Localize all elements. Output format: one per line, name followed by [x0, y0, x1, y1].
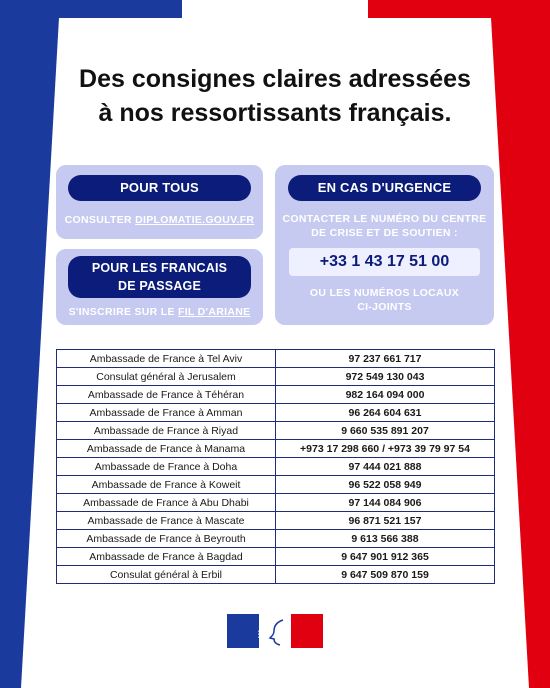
page-title [40, 62, 510, 130]
local-line-1: OU LES NUMÉROS LOCAUX [309, 287, 460, 299]
pill-line-2: DE PASSAGE [117, 279, 202, 293]
embassy-name-cell: Ambassade de France à Téhéran [57, 386, 276, 404]
embassy-name-cell: Ambassade de France à Koweit [57, 476, 276, 494]
embassy-phone-cell[interactable]: 96 871 521 157 [276, 512, 495, 530]
embassy-name-cell: Ambassade de France à Tel Aviv [57, 350, 276, 368]
marianne-logo [227, 614, 323, 648]
crisis-line-2: DE CRISE ET DE SOUTIEN : [311, 227, 458, 239]
embassy-phone-cell[interactable]: 9 660 535 891 207 [276, 422, 495, 440]
embassy-phone-cell[interactable]: +973 17 298 660 / +973 39 79 97 54 [276, 440, 495, 458]
embassy-phone-cell[interactable]: 97 444 021 888 [276, 458, 495, 476]
consult-text [56, 213, 263, 227]
embassy-name-cell: Ambassade de France à Doha [57, 458, 276, 476]
embassy-phone-cell[interactable]: 96 522 058 949 [276, 476, 495, 494]
embassy-name-cell: Consulat général à Jerusalem [57, 368, 276, 386]
embassy-phone-cell[interactable]: 972 549 130 043 [276, 368, 495, 386]
register-text [56, 305, 263, 319]
register-prefix: S'INSCRIRE SUR LE [68, 306, 178, 318]
table-row [57, 368, 495, 386]
title-line-1: Des consignes claires adressées [79, 65, 471, 93]
table-row [57, 386, 495, 404]
pill-de-passage [68, 256, 251, 298]
flag-blue-top-bar [20, 0, 182, 18]
table-row [57, 530, 495, 548]
diplomatie-link[interactable]: DIPLOMATIE.GOUV.FR [135, 214, 255, 226]
embassy-name-cell: Ambassade de France à Mascate [57, 512, 276, 530]
card-pour-tous [56, 165, 263, 239]
title-line-2: à nos ressortissants français. [98, 99, 452, 127]
embassy-phone-cell[interactable]: 96 264 604 631 [276, 404, 495, 422]
table-row [57, 350, 495, 368]
pill-line-1: POUR LES FRANCAIS [91, 261, 228, 275]
local-numbers-text [275, 286, 494, 314]
card-de-passage [56, 249, 263, 325]
embassy-phone-cell[interactable]: 97 237 661 717 [276, 350, 495, 368]
table-row [57, 476, 495, 494]
embassy-contacts-table [56, 349, 495, 584]
embassy-name-cell: Ambassade de France à Abu Dhabi [57, 494, 276, 512]
consult-prefix: CONSULTER [64, 214, 136, 226]
table-row [57, 566, 495, 584]
table-row [57, 512, 495, 530]
table-row [57, 404, 495, 422]
embassy-phone-cell[interactable]: 9 647 901 912 365 [276, 548, 495, 566]
pill-urgence: EN CAS D'URGENCE [288, 175, 481, 201]
crisis-phone-number[interactable]: +33 1 43 17 51 00 [289, 248, 480, 276]
embassy-name-cell: Consulat général à Erbil [57, 566, 276, 584]
table-row [57, 494, 495, 512]
embassy-name-cell: Ambassade de France à Riyad [57, 422, 276, 440]
flag-red-top-bar [368, 0, 530, 18]
card-urgence [275, 165, 494, 325]
embassy-phone-cell[interactable]: 9 613 566 388 [276, 530, 495, 548]
fil-ariane-link[interactable]: FIL D'ARIANE [178, 306, 251, 318]
table-row [57, 422, 495, 440]
embassy-phone-cell[interactable]: 9 647 509 870 159 [276, 566, 495, 584]
embassy-phone-cell[interactable]: 982 164 094 000 [276, 386, 495, 404]
crisis-line-1: CONTACTER LE NUMÉRO DU CENTRE [282, 213, 487, 225]
embassy-name-cell: Ambassade de France à Beyrouth [57, 530, 276, 548]
embassy-name-cell: Ambassade de France à Manama [57, 440, 276, 458]
pill-pour-tous: POUR TOUS [68, 175, 251, 201]
embassy-phone-cell[interactable]: 97 144 084 906 [276, 494, 495, 512]
table-row [57, 440, 495, 458]
crisis-center-text [275, 212, 494, 240]
embassy-name-cell: Ambassade de France à Bagdad [57, 548, 276, 566]
table-row [57, 548, 495, 566]
local-line-2: CI-JOINTS [357, 301, 412, 313]
embassy-name-cell: Ambassade de France à Amman [57, 404, 276, 422]
table-row [57, 458, 495, 476]
